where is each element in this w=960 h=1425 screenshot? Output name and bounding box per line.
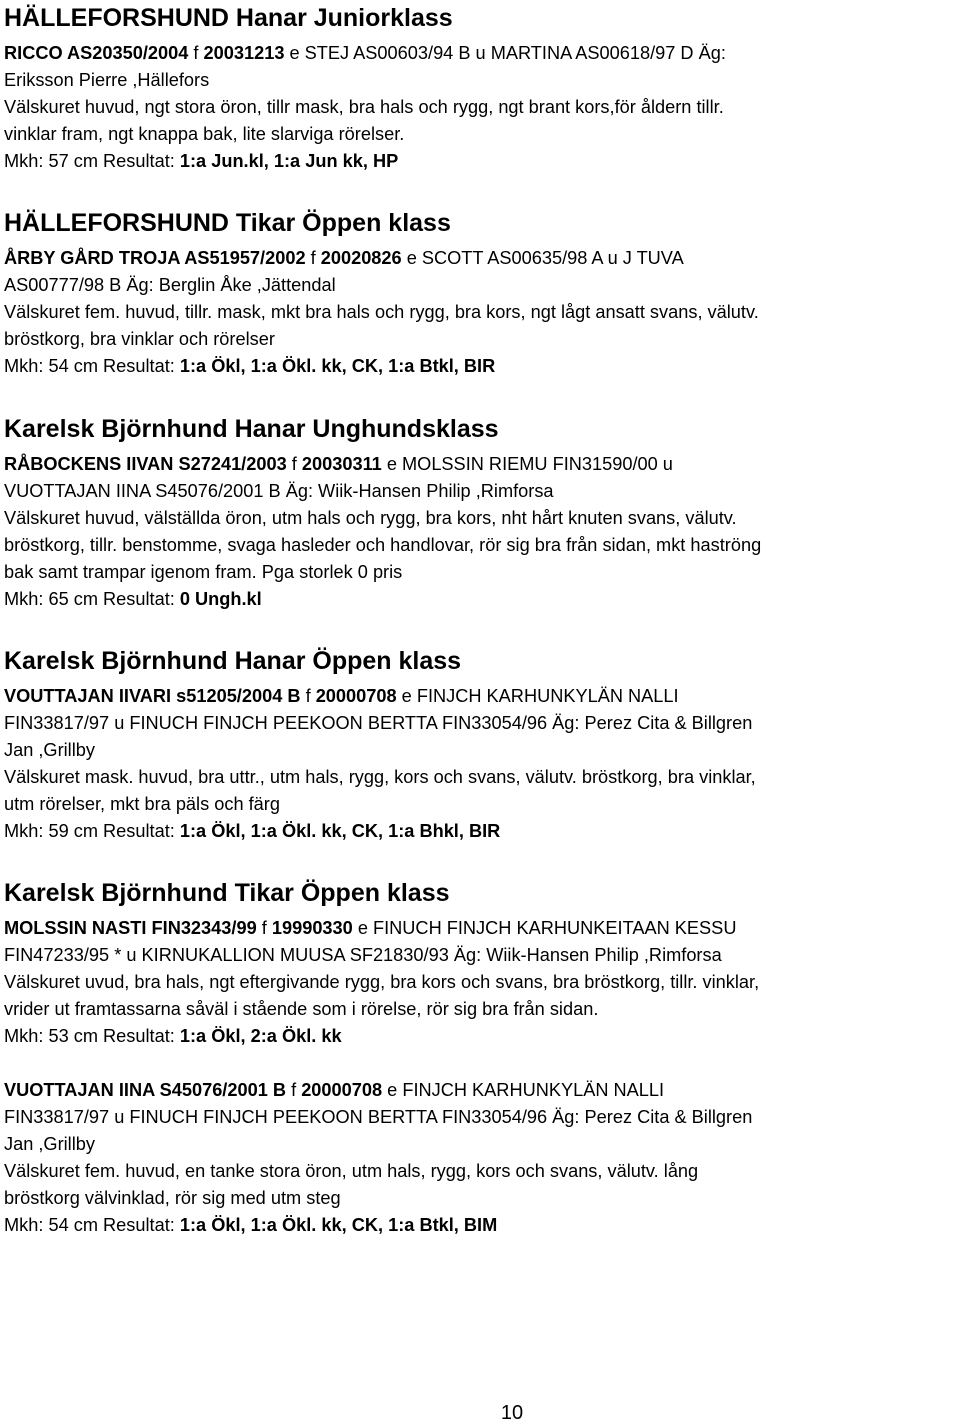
mkh-label: Mkh: 54 cm Resultat: bbox=[4, 1215, 180, 1235]
entry-line: Välskuret huvud, ngt stora öron, tillr mask, bra hals och rygg, ngt brant kors,för åldern tillr. bbox=[4, 97, 724, 117]
entry-line bbox=[4, 1077, 752, 1104]
result-line bbox=[4, 586, 761, 613]
dog-name: VOUTTAJAN IIVARI s51205/2004 B bbox=[4, 686, 301, 706]
dog-entry bbox=[4, 683, 756, 845]
dog-name: VUOTTAJAN IINA S45076/2001 B bbox=[4, 1080, 287, 1100]
birth-date: 20031213 bbox=[203, 43, 285, 63]
entry-line: bröstkorg, bra vinklar och rörelser bbox=[4, 329, 275, 349]
entry-line: Välskuret fem. huvud, tillr. mask, mkt bra hals och rygg, bra kors, ngt lågt ansatt svans, välutv. bbox=[4, 302, 759, 322]
entry-line: Välskuret huvud, välställda öron, utm hals och rygg, bra kors, nht hårt knuten svans, välutv. bbox=[4, 508, 737, 528]
dog-entry bbox=[4, 245, 759, 380]
entry-line: Jan ,Grillby bbox=[4, 740, 95, 760]
result-line bbox=[4, 1023, 759, 1050]
sex-label: f bbox=[305, 248, 321, 268]
section-heading: HÄLLEFORSHUND Tikar Öppen klass bbox=[4, 209, 451, 237]
pedigree-text: e STEJ AS00603/94 B u MARTINA AS00618/97 D Äg: bbox=[284, 43, 726, 63]
mkh-label: Mkh: 54 cm Resultat: bbox=[4, 356, 180, 376]
section-heading: Karelsk Björnhund Hanar Unghundsklass bbox=[4, 415, 499, 443]
birth-date: 20020826 bbox=[320, 248, 402, 268]
mkh-label: Mkh: 53 cm Resultat: bbox=[4, 1026, 180, 1046]
result-line bbox=[4, 353, 759, 380]
result-value: 1:a Ökl, 1:a Ökl. kk, CK, 1:a Btkl, BIR bbox=[179, 356, 496, 376]
entry-line: Välskuret mask. huvud, bra uttr., utm hals, rygg, kors och svans, välutv. bröstkorg, bra vinklar, bbox=[4, 767, 756, 787]
entry-line: utm rörelser, mkt bra päls och färg bbox=[4, 794, 280, 814]
sex-label: f bbox=[300, 686, 316, 706]
result-line bbox=[4, 1212, 752, 1239]
entry-line: bak samt trampar igenom fram. Pga storlek 0 pris bbox=[4, 562, 403, 582]
birth-date: 19990330 bbox=[271, 918, 353, 938]
result-value: 1:a Ökl, 1:a Ökl. kk, CK, 1:a Btkl, BIM bbox=[179, 1215, 498, 1235]
entry-line: vinklar fram, ngt knappa bak, lite slarviga rörelser. bbox=[4, 124, 405, 144]
entry-line: VUOTTAJAN IINA S45076/2001 B Äg: Wiik-Hansen Philip ,Rimforsa bbox=[4, 481, 554, 501]
birth-date: 20000708 bbox=[315, 686, 397, 706]
mkh-label: Mkh: 57 cm Resultat: bbox=[4, 151, 180, 171]
section-heading: Karelsk Björnhund Hanar Öppen klass bbox=[4, 647, 462, 675]
dog-entry bbox=[4, 1077, 752, 1239]
entry-line bbox=[4, 245, 759, 272]
entry-line: Eriksson Pierre ,Hällefors bbox=[4, 70, 210, 90]
entry-line: vrider ut framtassarna såväl i stående som i rörelse, rör sig bra från sidan. bbox=[4, 999, 599, 1019]
birth-date: 20000708 bbox=[301, 1080, 383, 1100]
dog-entry bbox=[4, 40, 726, 175]
dog-entry bbox=[4, 451, 761, 613]
entry-line: FIN47233/95 * u KIRNUKALLION MUUSA SF21830/93 Äg: Wiik-Hansen Philip ,Rimforsa bbox=[4, 945, 722, 965]
pedigree-text: e MOLSSIN RIEMU FIN31590/00 u bbox=[381, 454, 673, 474]
dog-name: MOLSSIN NASTI FIN32343/99 bbox=[4, 918, 257, 938]
entry-line: FIN33817/97 u FINUCH FINJCH PEEKOON BERTTA FIN33054/96 Äg: Perez Cita & Billgren bbox=[4, 713, 753, 733]
entry-line: Välskuret fem. huvud, en tanke stora öron, utm hals, rygg, kors och svans, välutv. lång bbox=[4, 1161, 699, 1181]
entry-line: FIN33817/97 u FINUCH FINJCH PEEKOON BERTTA FIN33054/96 Äg: Perez Cita & Billgren bbox=[4, 1107, 753, 1127]
sex-label: f bbox=[286, 1080, 302, 1100]
entry-line bbox=[4, 915, 759, 942]
pedigree-text: e FINUCH FINJCH KARHUNKEITAAN KESSU bbox=[352, 918, 737, 938]
result-value: 0 Ungh.kl bbox=[179, 589, 262, 609]
section-heading: HÄLLEFORSHUND Hanar Juniorklass bbox=[4, 4, 453, 32]
entry-line: AS00777/98 B Äg: Berglin Åke ,Jättendal bbox=[4, 275, 336, 295]
result-value: 1:a Jun.kl, 1:a Jun kk, HP bbox=[179, 151, 399, 171]
sex-label: f bbox=[188, 43, 204, 63]
mkh-label: Mkh: 65 cm Resultat: bbox=[4, 589, 180, 609]
dog-name: RÅBOCKENS IIVAN S27241/2003 bbox=[4, 454, 287, 474]
entry-line: Välskuret uvud, bra hals, ngt eftergivande rygg, bra kors och svans, bra bröstkorg, tillr. vinklar, bbox=[4, 972, 760, 992]
dog-entry bbox=[4, 915, 759, 1050]
sex-label: f bbox=[256, 918, 272, 938]
dog-name: ÅRBY GÅRD TROJA AS51957/2002 bbox=[4, 248, 306, 268]
section-heading: Karelsk Björnhund Tikar Öppen klass bbox=[4, 879, 450, 907]
result-line bbox=[4, 818, 756, 845]
page-number: 10 bbox=[500, 1402, 524, 1424]
pedigree-text: e FINJCH KARHUNKYLÄN NALLI bbox=[382, 1080, 665, 1100]
entry-line bbox=[4, 683, 756, 710]
mkh-label: Mkh: 59 cm Resultat: bbox=[4, 821, 180, 841]
birth-date: 20030311 bbox=[301, 454, 382, 474]
dog-name: RICCO AS20350/2004 bbox=[4, 43, 189, 63]
result-value: 1:a Ökl, 1:a Ökl. kk, CK, 1:a Bhkl, BIR bbox=[179, 821, 501, 841]
entry-line: bröstkorg, tillr. benstomme, svaga hasleder och handlovar, rör sig bra från sidan, mkt haströng bbox=[4, 535, 762, 555]
pedigree-text: e FINJCH KARHUNKYLÄN NALLI bbox=[396, 686, 679, 706]
entry-line bbox=[4, 451, 761, 478]
entry-line: bröstkorg välvinklad, rör sig med utm steg bbox=[4, 1188, 341, 1208]
entry-line: Jan ,Grillby bbox=[4, 1134, 95, 1154]
sex-label: f bbox=[286, 454, 302, 474]
result-value: 1:a Ökl, 2:a Ökl. kk bbox=[179, 1026, 342, 1046]
entry-line bbox=[4, 40, 726, 67]
result-line bbox=[4, 148, 726, 175]
pedigree-text: e SCOTT AS00635/98 A u J TUVA bbox=[401, 248, 684, 268]
